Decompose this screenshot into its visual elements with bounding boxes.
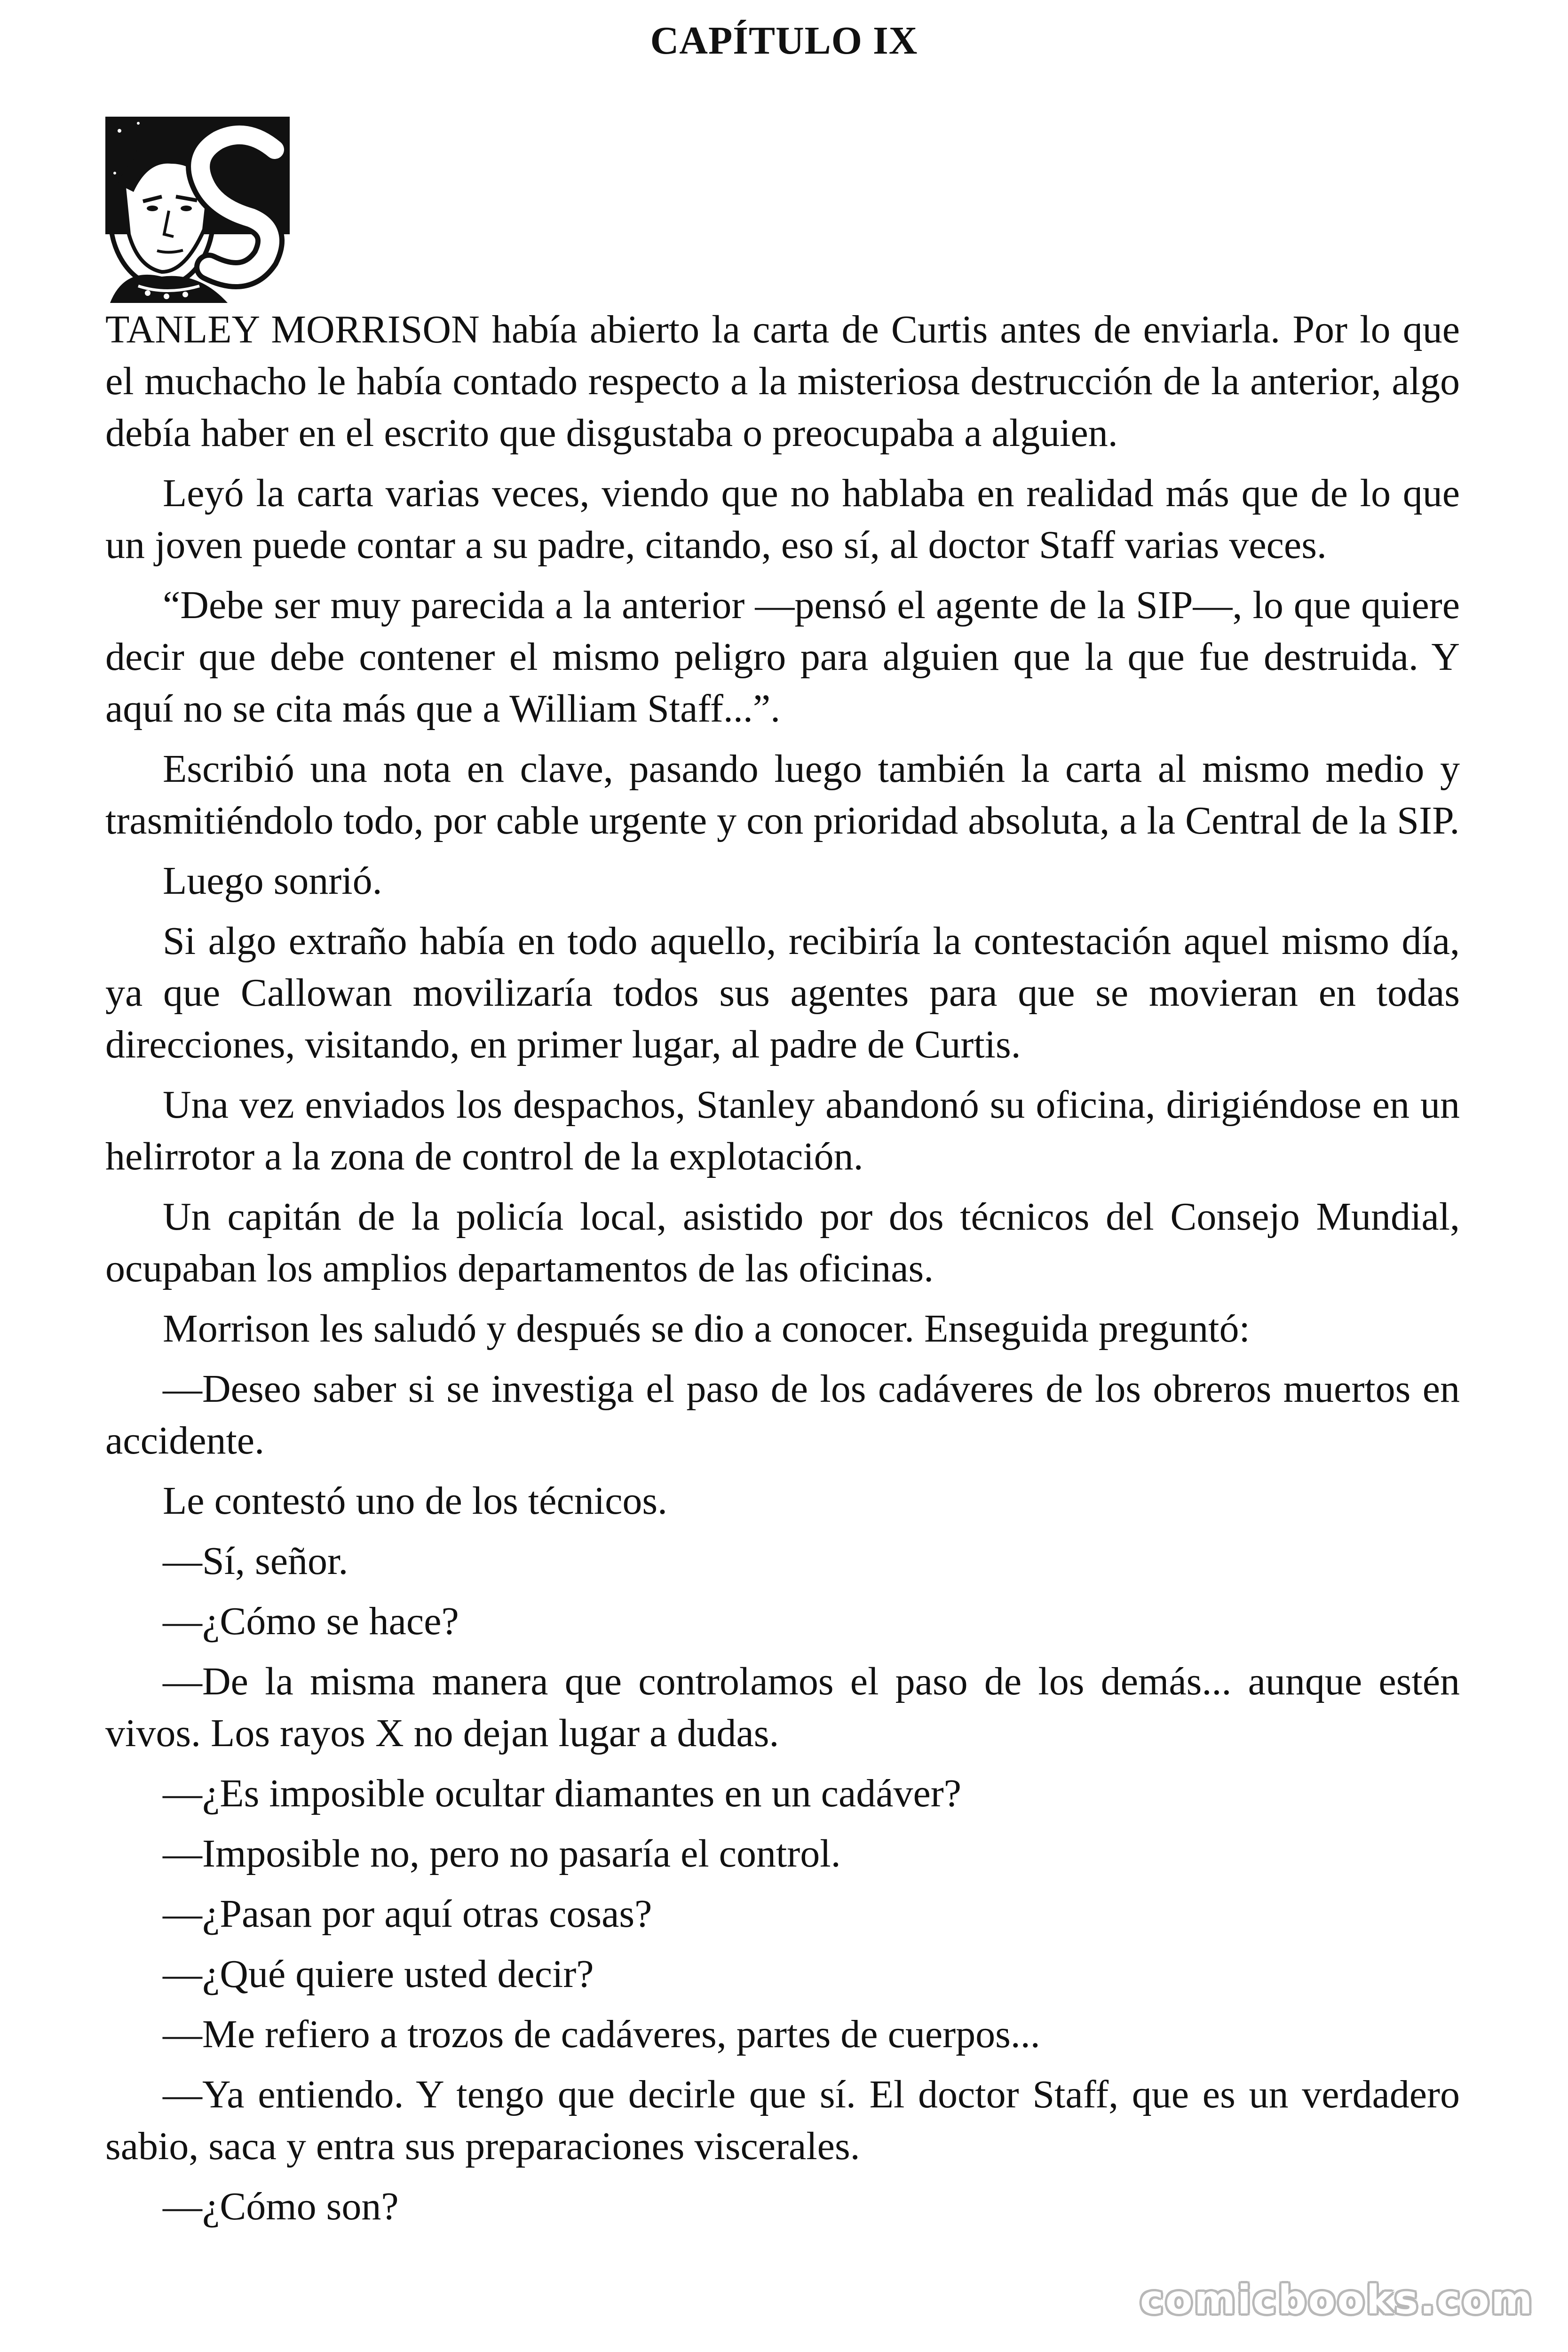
body-text bbox=[105, 304, 1460, 2241]
astronaut-dropcap-icon bbox=[105, 117, 290, 303]
paragraph: Morrison les saludó y después se dio a conocer. Enseguida preguntó: bbox=[163, 1307, 1250, 1351]
paragraph: —¿Cómo son? bbox=[163, 2185, 399, 2228]
paragraph: “Debe ser muy parecida a la anterior —pensó el agente de la SIP—, lo que quiere decir que debe contener el mismo peligro para alguien que la que fue destruida. Y aquí no se cita más que a William Staff...”. bbox=[105, 583, 1460, 731]
paragraph: Si algo extraño había en todo aquello, recibiría la contestación aquel mismo día, ya que Callowan movilizaría todos sus agentes para que se movieran en todas direcciones, visitando, en primer lugar, al padre de Curtis. bbox=[105, 919, 1460, 1066]
paragraph: Una vez enviados los despachos, Stanley abandonó su oficina, dirigiéndose en un helirrotor a la zona de control de la explotación. bbox=[105, 1083, 1460, 1178]
paragraph: Un capitán de la policía local, asistido por dos técnicos del Consejo Mundial, ocupaban los amplios departamentos de las oficinas. bbox=[105, 1195, 1460, 1290]
paragraph: —¿Es imposible ocultar diamantes en un cadáver? bbox=[163, 1772, 962, 1815]
paragraph: —¿Pasan por aquí otras cosas? bbox=[163, 1892, 652, 1936]
paragraph: —Sí, señor. bbox=[163, 1539, 348, 1583]
paragraph: —Imposible no, pero no pasaría el control. bbox=[163, 1832, 841, 1875]
paragraph: —Me refiero a trozos de cadáveres, partes de cuerpos... bbox=[163, 2012, 1040, 2056]
paragraph: —De la misma manera que controlamos el paso de los demás... aunque estén vivos. Los rayos X no dejan lugar a dudas. bbox=[105, 1660, 1460, 1755]
paragraph: Escribió una nota en clave, pasando luego también la carta al mismo medio y trasmitiéndolo todo, por cable urgente y con prioridad absoluta, a la Central de la SIP. bbox=[105, 747, 1460, 842]
chapter-title: CAPÍTULO IX bbox=[650, 19, 918, 63]
paragraph: —Ya entiendo. Y tengo que decirle que sí. El doctor Staff, que es un verdadero sabio, saca y entra sus preparaciones viscerales. bbox=[105, 2073, 1460, 2168]
watermark: comicbooks.com bbox=[1140, 2277, 1534, 2323]
paragraph: Leyó la carta varias veces, viendo que no hablaba en realidad más que de lo que un joven puede contar a su padre, citando, eso sí, al doctor Staff varias veces. bbox=[105, 471, 1460, 567]
paragraph: Luego sonrió. bbox=[163, 859, 382, 903]
paragraph: TANLEY MORRISON había abierto la carta de Curtis antes de enviarla. Por lo que el muchacho le había contado respecto a la misteriosa destrucción de la anterior, algo debía haber en el escrito que disgustaba o preocupaba a alguien. bbox=[105, 308, 1460, 455]
paragraph: —¿Qué quiere usted decir? bbox=[163, 1952, 594, 1996]
paragraph: —¿Cómo se hace? bbox=[163, 1599, 459, 1643]
paragraph: —Deseo saber si se investiga el paso de los cadáveres de los obreros muertos en accidente. bbox=[105, 1367, 1460, 1462]
paragraph: Le contestó uno de los técnicos. bbox=[163, 1479, 668, 1523]
